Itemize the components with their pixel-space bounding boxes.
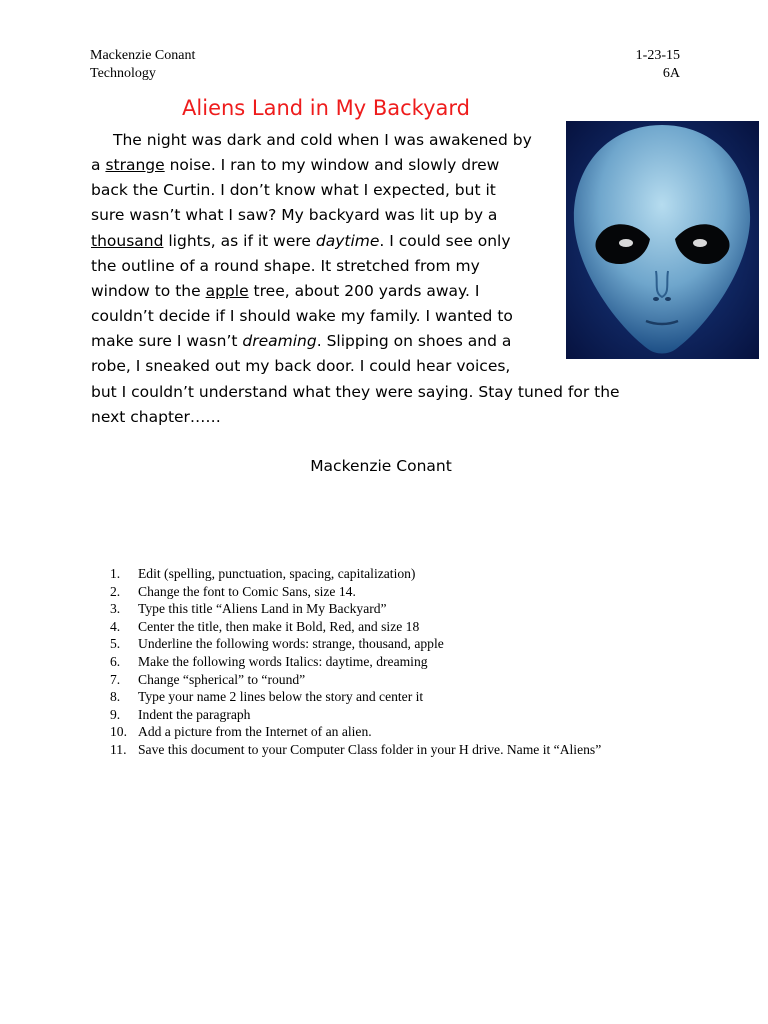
- instruction-item: [110, 618, 601, 636]
- instruction-item: [110, 741, 601, 759]
- date: 1-23-15: [635, 48, 680, 63]
- item-number: 3.: [110, 601, 121, 617]
- instruction-item: [110, 565, 601, 583]
- item-text: Save this document to your Computer Class folder in your H drive. Name it “Aliens”: [138, 741, 602, 757]
- story-text: window to the: [91, 282, 206, 300]
- story-line: [91, 256, 480, 276]
- story-text: The night was dark and cold when I was awakened by: [113, 131, 532, 149]
- item-number: 11.: [110, 741, 127, 757]
- instruction-list: [110, 565, 601, 759]
- item-text: Change “spherical” to “round”: [138, 671, 306, 687]
- item-number: 8.: [110, 689, 121, 705]
- underlined-word: apple: [205, 282, 249, 300]
- item-number: 5.: [110, 636, 121, 652]
- story-line: [91, 356, 510, 376]
- item-number: 1.: [110, 566, 121, 581]
- story-text: make sure I wasn’t: [91, 332, 243, 350]
- item-number: 4.: [110, 618, 121, 634]
- story-text: . I could see only: [379, 232, 511, 250]
- story-text: . Slipping on shoes and a: [316, 332, 512, 350]
- story-text: lights, as if it were: [163, 232, 316, 250]
- story-text: the outline of a round shape. It stretched from my: [91, 257, 480, 275]
- story-text: next chapter……: [91, 408, 221, 426]
- story-text: tree, about 200 yards away. I: [248, 282, 480, 300]
- item-number: 10.: [110, 724, 127, 740]
- instruction-item: [110, 635, 601, 653]
- item-text: Indent the paragraph: [138, 706, 251, 722]
- subject: Technology: [90, 66, 156, 81]
- item-text: Make the following words Italics: daytime, dreaming: [138, 653, 428, 669]
- story-text: back the Curtin. I don’t know what I expected, but it: [91, 181, 496, 199]
- story-text: a: [91, 156, 106, 174]
- instruction-item: [110, 583, 601, 601]
- story-text: couldn’t decide if I should wake my family. I wanted to: [91, 307, 513, 325]
- alien-face-icon: [566, 121, 759, 359]
- item-text: Add a picture from the Internet of an alien.: [138, 724, 372, 740]
- class-section: 6A: [662, 66, 680, 81]
- item-text: Type your name 2 lines below the story and center it: [138, 689, 424, 705]
- story-line: [91, 331, 511, 351]
- story-line: [91, 382, 620, 402]
- instruction-item: [110, 688, 601, 706]
- item-text: Change the font to Comic Sans, size 14.: [138, 583, 356, 599]
- story-line: [91, 407, 221, 427]
- underlined-word: thousand: [91, 232, 164, 250]
- item-number: 6.: [110, 653, 121, 669]
- instruction-item: [110, 723, 601, 741]
- underlined-word: strange: [105, 156, 165, 174]
- story-text: robe, I sneaked out my back door. I could hear voices,: [91, 357, 511, 375]
- item-text: Underline the following words: strange, thousand, apple: [138, 636, 444, 652]
- story-line: [91, 180, 496, 200]
- instruction-item: [110, 706, 601, 724]
- alien-image: [566, 121, 759, 359]
- item-text: Type this title “Aliens Land in My Backyard”: [138, 601, 387, 617]
- instruction-item: [110, 653, 601, 671]
- italic-word: dreaming: [242, 332, 317, 350]
- item-number: 2.: [110, 583, 121, 599]
- story-line: [91, 231, 511, 251]
- italic-word: daytime: [315, 232, 380, 250]
- student-name: Mackenzie Conant: [90, 48, 196, 63]
- story-line: [91, 155, 499, 175]
- story-text: sure wasn’t what I saw? My backyard was lit up by a: [91, 206, 498, 224]
- item-text: Edit (spelling, punctuation, spacing, capitalization): [138, 566, 416, 581]
- story-line: [91, 281, 479, 301]
- story-text: but I couldn’t understand what they were saying. Stay tuned for the: [91, 383, 620, 401]
- item-number: 7.: [110, 671, 121, 687]
- item-text: Center the title, then make it Bold, Red, and size 18: [138, 618, 420, 634]
- typed-name: Mackenzie Conant: [310, 457, 452, 475]
- story-title: Aliens Land in My Backyard: [182, 96, 470, 120]
- story-line: [113, 130, 532, 150]
- story-line: [91, 205, 497, 225]
- header-right: [636, 47, 680, 83]
- header-left: [90, 47, 195, 83]
- story-line: [91, 306, 513, 326]
- item-number: 9.: [110, 706, 121, 722]
- instruction-item: [110, 600, 601, 618]
- instruction-item: [110, 671, 601, 689]
- story-text: noise. I ran to my window and slowly drew: [164, 156, 500, 174]
